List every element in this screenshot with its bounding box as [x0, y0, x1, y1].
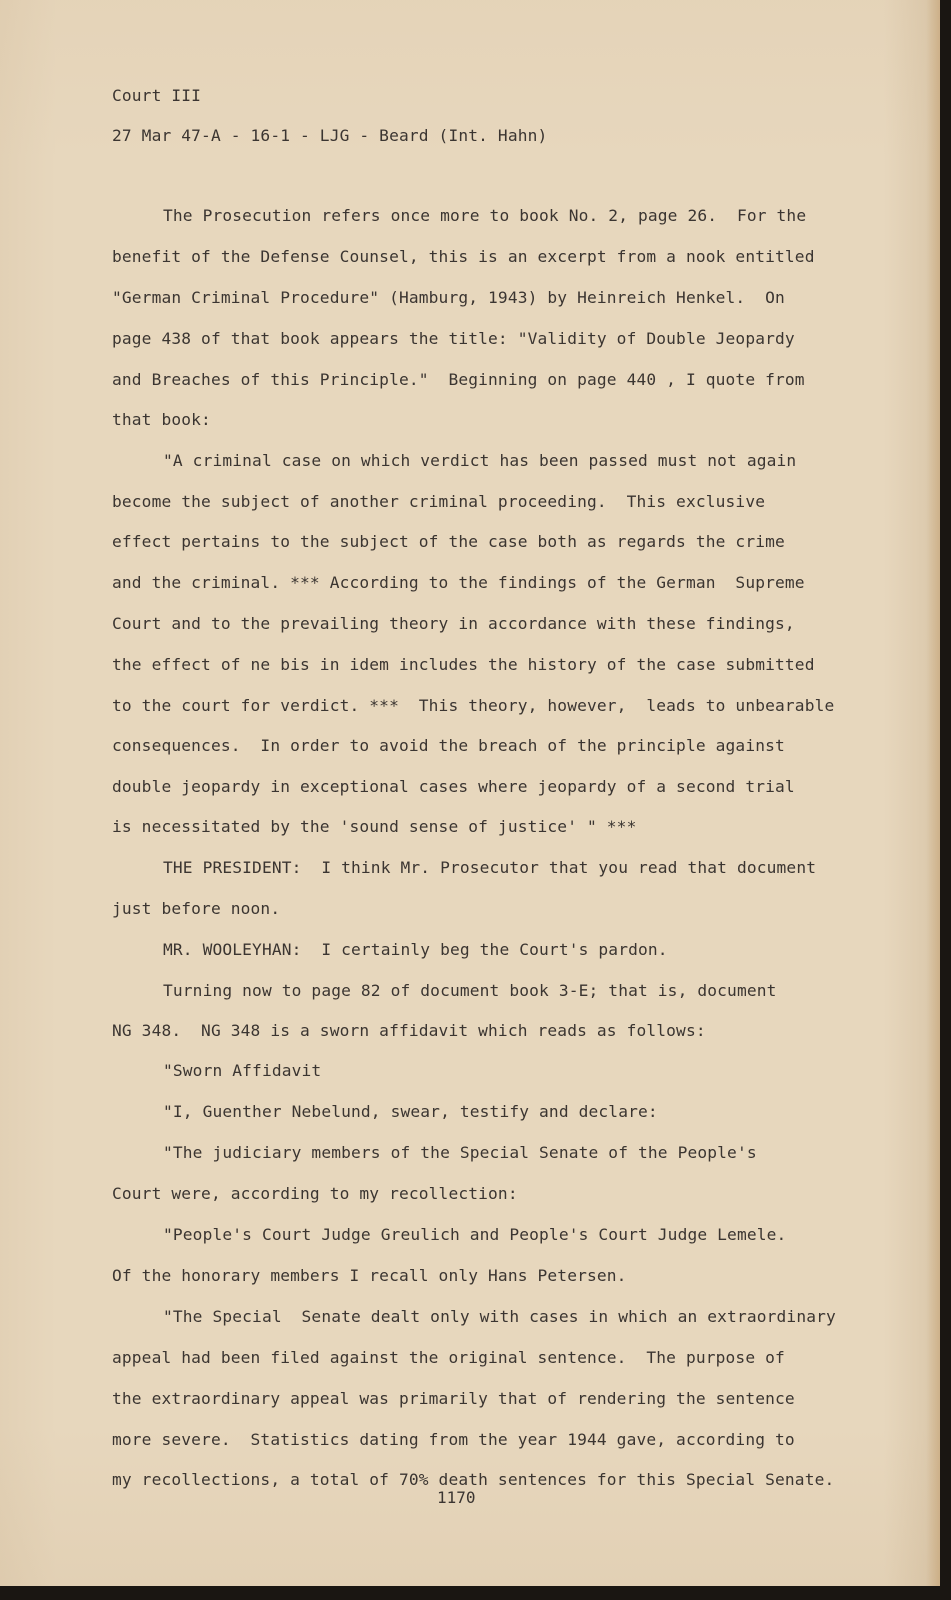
text-line: "I, Guenther Nebelund, swear, testify and declare: [163, 1102, 658, 1121]
text-line: "The Special Senate dealt only with cases in which an extraordinary [163, 1307, 836, 1326]
text-line: THE PRESIDENT: I think Mr. Prosecutor that you read that document [163, 858, 817, 877]
text-line: become the subject of another criminal proceeding. This exclusive [112, 492, 766, 511]
text-line: "A criminal case on which verdict has been passed must not again [163, 451, 797, 470]
text-line: Turning now to page 82 of document book 3-E; that is, document [163, 981, 777, 1000]
text-line: MR. WOOLEYHAN: I certainly beg the Court's pardon. [163, 940, 668, 959]
text-line: "Sworn Affidavit [163, 1061, 322, 1080]
text-line: "People's Court Judge Greulich and People's Court Judge Lemele. [163, 1225, 787, 1244]
text-line: page 438 of that book appears the title: "Validity of Double Jeopardy [112, 329, 795, 348]
text-line: effect pertains to the subject of the case both as regards the crime [112, 532, 785, 551]
text-line: NG 348. NG 348 is a sworn affidavit which reads as follows: [112, 1021, 706, 1040]
page-number: 1170 [437, 1488, 476, 1507]
text-line: Of the honorary members I recall only Hans Petersen. [112, 1266, 627, 1285]
text-line: my recollections, a total of 70% death sentences for this Special Senate. [112, 1470, 835, 1489]
text-line: and the criminal. *** According to the findings of the German Supreme [112, 573, 805, 592]
text-line: appeal had been filed against the original sentence. The purpose of [112, 1348, 785, 1367]
text-line: consequences. In order to avoid the breach of the principle against [112, 736, 785, 755]
page-edge-shading [926, 0, 940, 1586]
text-line: to the court for verdict. *** This theory, however, leads to unbearable [112, 696, 835, 715]
text-line: benefit of the Defense Counsel, this is an excerpt from a nook entitled [112, 247, 815, 266]
text-line: Court were, according to my recollection: [112, 1184, 518, 1203]
court-header: Court III [112, 86, 202, 105]
text-line: that book: [112, 410, 211, 429]
text-line: the effect of ne bis in idem includes the history of the case submitted [112, 655, 815, 674]
text-line: the extraordinary appeal was primarily that of rendering the sentence [112, 1389, 795, 1408]
text-line: and Breaches of this Principle." Beginning on page 440 , I quote from [112, 370, 805, 389]
text-line: The Prosecution refers once more to book No. 2, page 26. For the [163, 206, 807, 225]
text-line: double jeopardy in exceptional cases where jeopardy of a second trial [112, 777, 795, 796]
text-line: "The judiciary members of the Special Senate of the People's [163, 1143, 757, 1162]
text-line: just before noon. [112, 899, 281, 918]
text-line: is necessitated by the 'sound sense of justice' " *** [112, 817, 637, 836]
text-line: more severe. Statistics dating from the year 1944 gave, according to [112, 1430, 795, 1449]
session-line: 27 Mar 47-A - 16-1 - LJG - Beard (Int. Hahn) [112, 126, 548, 145]
text-line: Court and to the prevailing theory in accordance with these findings, [112, 614, 795, 633]
text-line: "German Criminal Procedure" (Hamburg, 1943) by Heinreich Henkel. On [112, 288, 785, 307]
